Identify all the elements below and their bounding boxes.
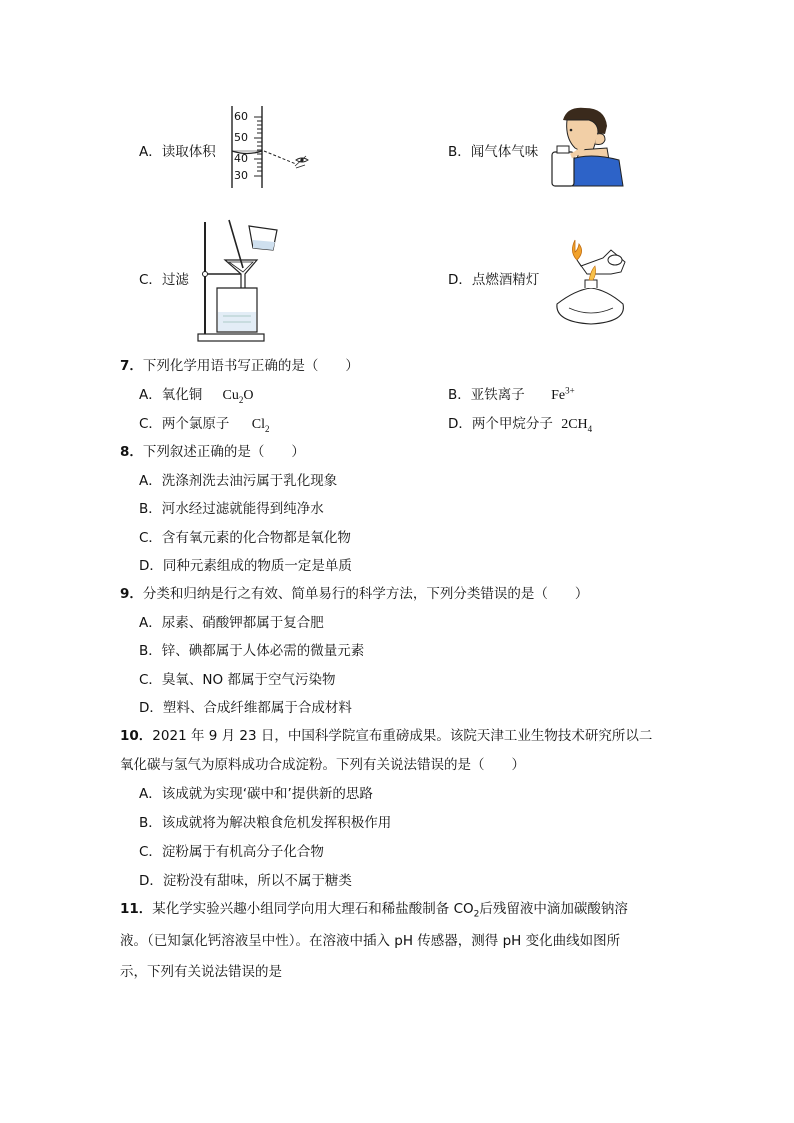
q8-stem: 8．下列叙述正确的是（ ） (120, 444, 305, 460)
q7-option-b: B．亚铁离子 $Fe^{3+}$ (448, 385, 575, 403)
q10-option-d: D．淀粉没有甜味，所以不属于糖类 (139, 873, 352, 889)
filtration-figure (193, 216, 285, 344)
option-a-label: A．读取体积 (139, 144, 216, 160)
q8-option-d: D．同种元素组成的物质一定是单质 (139, 558, 352, 574)
option-c-label: C．过滤 (139, 272, 189, 288)
q10-stem-line1: 10．2021 年 9 月 23 日，中国科学院宣布重磅成果。该院天津工业生物技术研究所以二 (120, 728, 653, 744)
option-b-label: B．闻气体气味 (448, 144, 539, 160)
q9-option-a: A．尿素、硝酸钾都属于复合肥 (139, 615, 324, 631)
q11-stem-line1: 11．某化学实验兴趣小组同学向用大理石和稀盐酸制备 $CO_2$后残留液中滴加碳酸钠溶 (120, 901, 628, 920)
lighting-alcohol-lamp-figure (551, 230, 633, 326)
q9-option-d: D．塑料、合成纤维都属于合成材料 (139, 700, 352, 716)
q11-stem-line3: 示，下列有关说法错误的是 (120, 964, 282, 980)
q9-stem: 9．分类和归纳是行之有效、简单易行的科学方法，下列分类错误的是（ ） (120, 586, 589, 602)
q10-option-a: A．该成就为实现‘碳中和’提供新的思路 (139, 786, 373, 802)
q9-option-c: C．臭氧、NO 都属于空气污染物 (139, 672, 336, 688)
q8-option-b: B．河水经过滤就能得到纯净水 (139, 501, 324, 517)
q9-option-b: B．锌、碘都属于人体必需的微量元素 (139, 643, 365, 659)
cylinder-tick-40: 40 (234, 152, 248, 165)
cylinder-tick-50: 50 (234, 131, 248, 144)
q7-option-c: C．两个氯原子 $Cl_2$ (139, 416, 270, 434)
cylinder-tick-30: 30 (234, 169, 248, 182)
q7-stem: 7．下列化学用语书写正确的是（ ） (120, 358, 359, 374)
cylinder-tick-60: 60 (234, 110, 248, 123)
q8-option-a: A．洗涤剂洗去油污属于乳化现象 (139, 473, 338, 489)
q8-option-c: C．含有氧元素的化合物都是氧化物 (139, 530, 351, 546)
q10-option-b: B．该成就将为解决粮食危机发挥积极作用 (139, 815, 392, 831)
smelling-gas-figure (549, 104, 625, 190)
q10-stem-line2: 氧化碳与氢气为原料成功合成淀粉。下列有关说法错误的是（ ） (120, 757, 525, 773)
q7-option-a: A．氧化铜 $Cu_2O$ (139, 387, 254, 405)
option-d-label: D．点燃酒精灯 (448, 272, 540, 288)
q11-stem-line2: 液。（已知氯化钙溶液呈中性）。在溶液中插入 pH 传感器，测得 pH 变化曲线如图所 (120, 933, 621, 949)
q7-option-d: D．两个甲烷分子 $2CH_4$ (448, 416, 593, 434)
q10-option-c: C．淀粉属于有机高分子化合物 (139, 844, 324, 860)
